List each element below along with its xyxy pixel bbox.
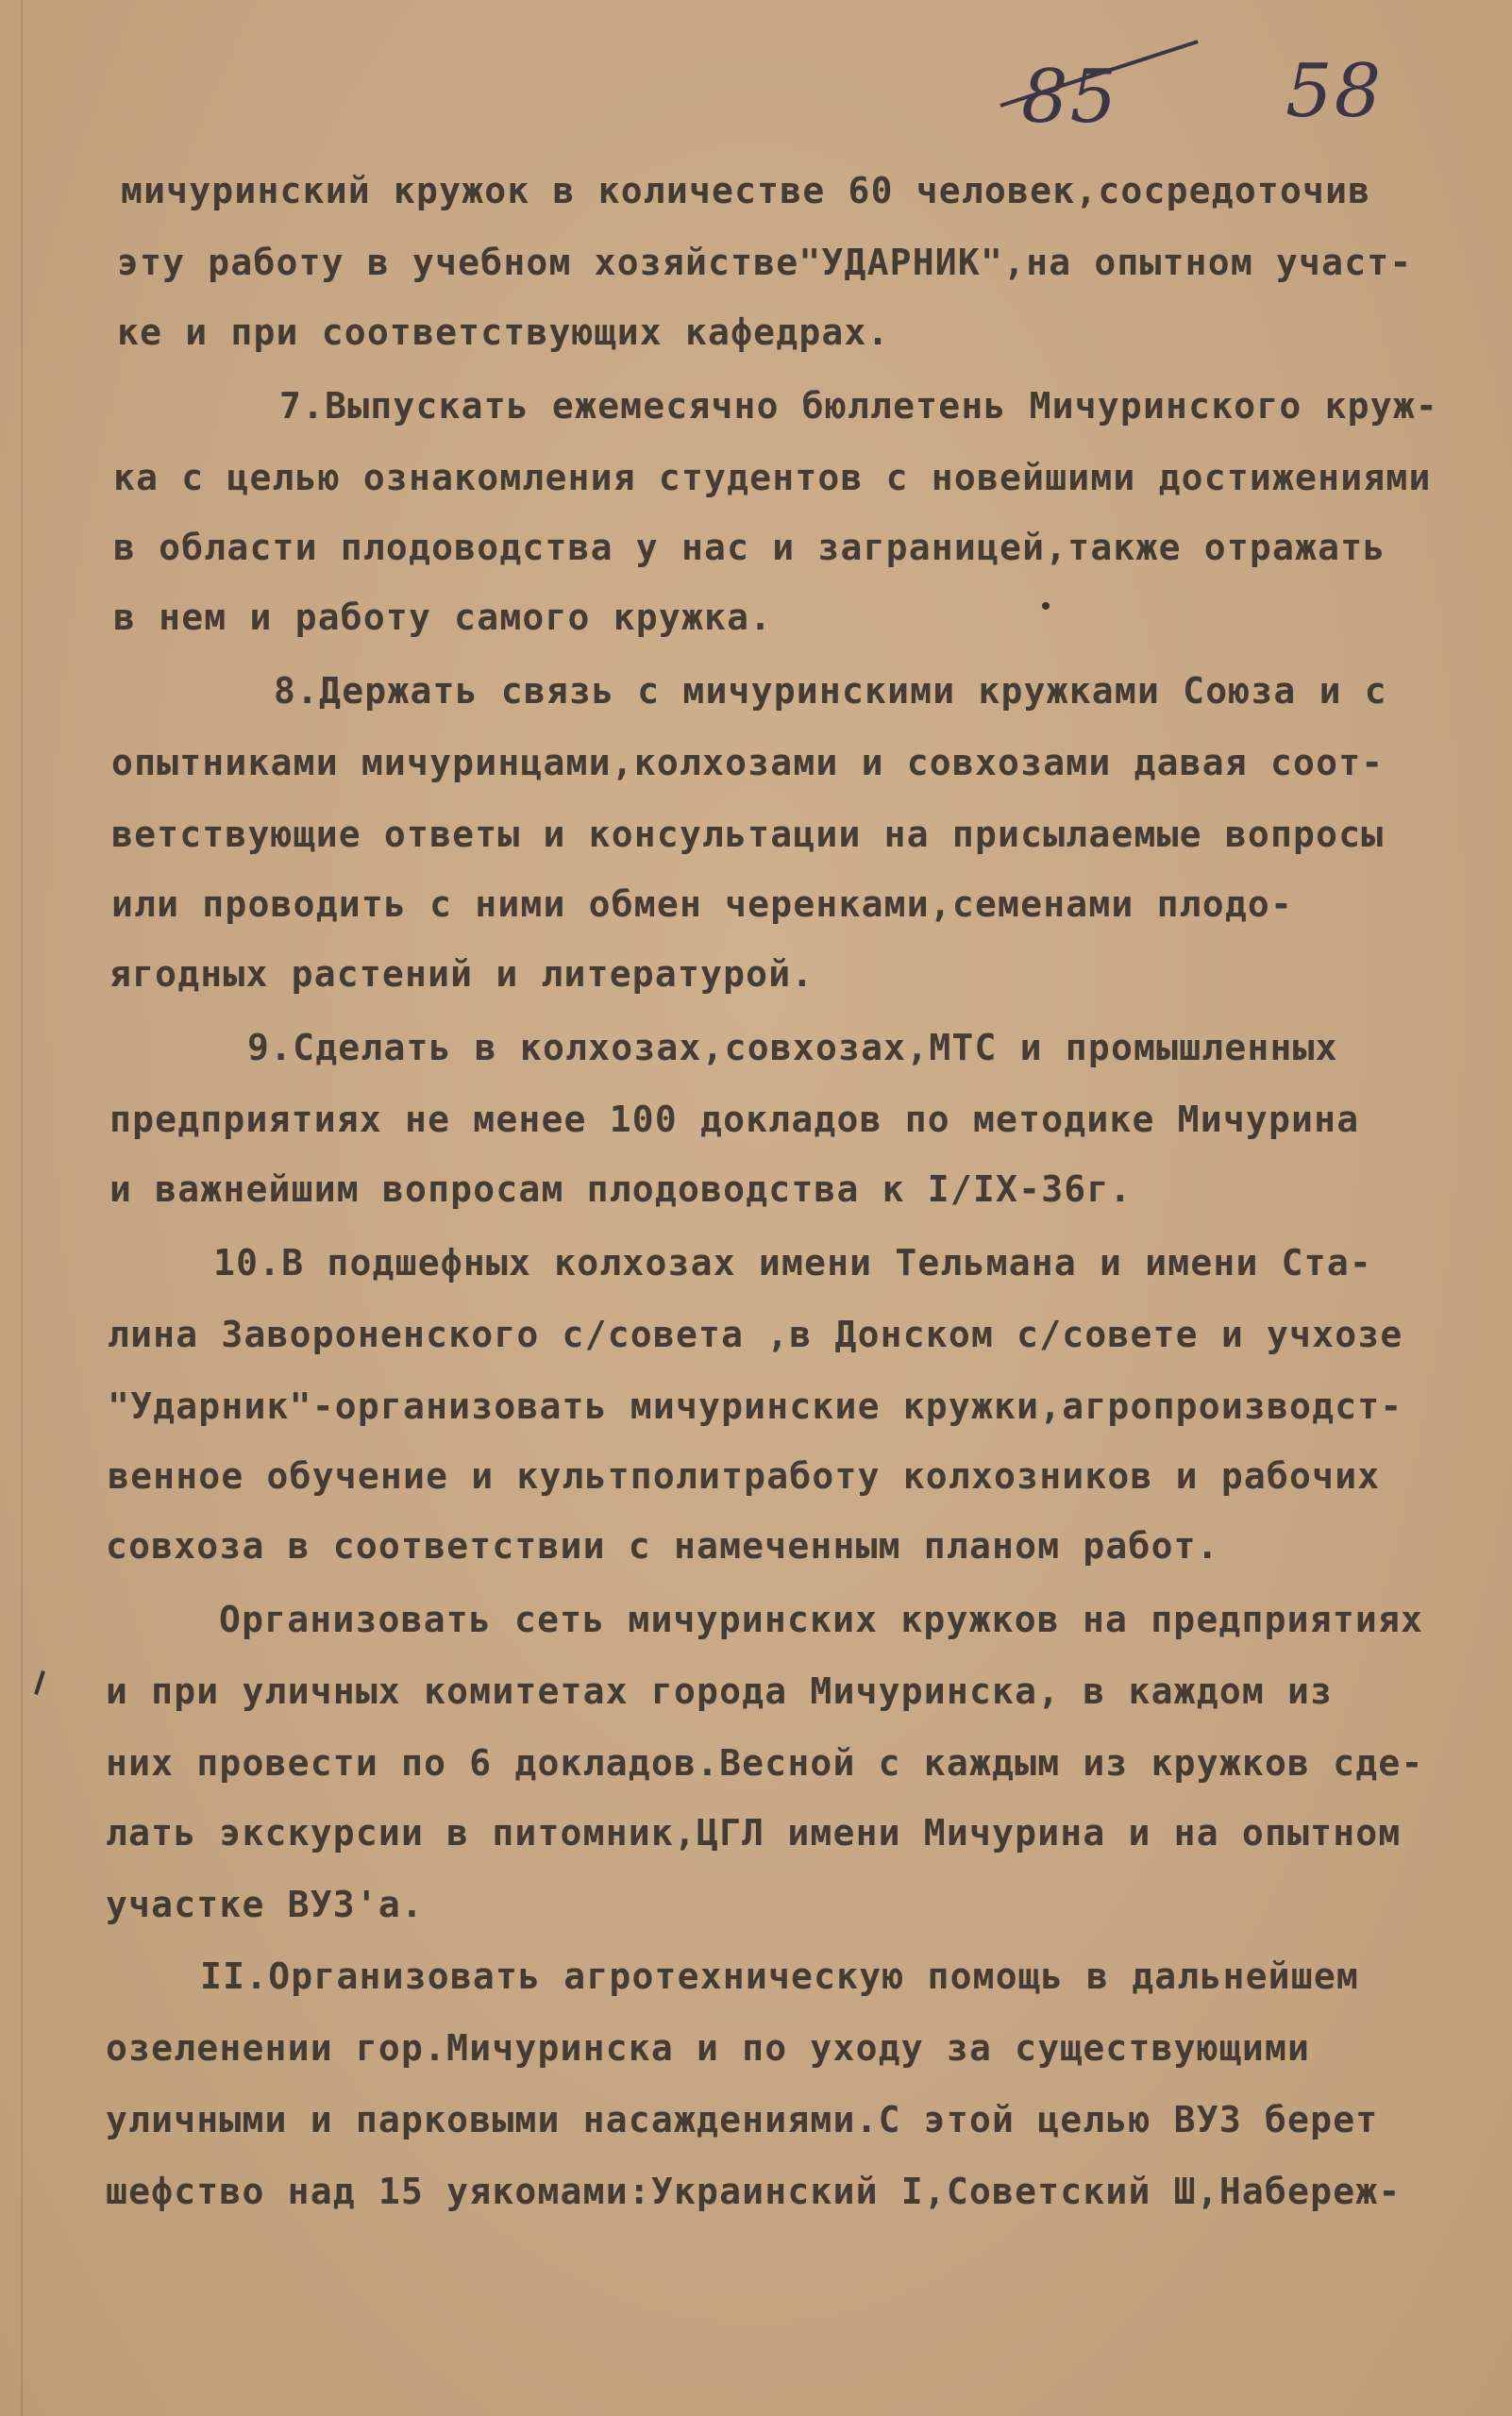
text-line: II.Организовать агротехническую помощь в дальнейшем [200, 1955, 1359, 1997]
text-line: ягодных растений и литературой. [109, 953, 815, 995]
text-line: шефство над 15 уякомами:Украинский I,Советский Ш,Набереж- [106, 2171, 1402, 2212]
text-line: эту работу в учебном хозяйстве"УДАРНИК",на опытном участ- [117, 242, 1413, 283]
text-line: совхоза в соответствии с намеченным планом работ. [106, 1525, 1219, 1567]
text-line: Организовать сеть мичуринских кружков на предприятиях [219, 1599, 1424, 1640]
text-line: предприятиях не менее 100 докладов по методике Мичурина [109, 1099, 1360, 1140]
text-line: уличными и парковыми насаждениями.С этой целью ВУЗ берет [106, 2099, 1379, 2140]
margin-mark [34, 1670, 45, 1695]
text-line: опытниками мичуринцами,колхозами и совхозами давая соот- [111, 742, 1385, 783]
paper-edge-line [21, 0, 23, 2416]
folio-number: 58 [1285, 49, 1384, 134]
text-line: в нем и работу самого кружка. [113, 596, 773, 638]
text-line: 7.Выпускать ежемесячно бюллетень Мичуринского круж- [279, 385, 1438, 427]
text-line: лина Завороненского с/совета ,в Донском с/совете и учхозе [108, 1314, 1403, 1355]
text-line: мичуринский кружок в количестве 60 человек,сосредоточив [121, 170, 1371, 211]
text-line: и важнейшим вопросам плодоводства к I/IX-36г. [109, 1168, 1133, 1210]
text-line: 10.В подшефных колхозах имени Тельмана и имени Ста- [213, 1242, 1372, 1284]
text-line: и при уличных комитетах города Мичуринска, в каждом из [106, 1670, 1334, 1712]
text-line: ветствующие ответы и консультации на присылаемые вопросы [111, 814, 1385, 855]
text-line: лать экскурсии в питомник,ЦГЛ имени Мичурина и на опытном [106, 1812, 1402, 1854]
struck-folio-number: 85 [1021, 55, 1119, 140]
text-line: 8.Держать связь с мичуринскими кружками Союза и с [274, 670, 1387, 712]
text-line: них провести по 6 докладов.Весной с каждым из кружков сде- [106, 1742, 1424, 1784]
text-line: в области плодоводства у нас и заграницей,также отражать [113, 527, 1386, 568]
text-line: участке ВУЗ'а. [106, 1884, 425, 1925]
text-line: озеленении гор.Мичуринска и по уходу за существующими [106, 2027, 1311, 2069]
text-line: или проводить с ними обмен черенками,семенами плодо- [111, 883, 1294, 925]
text-line: 9.Сделать в колхозах,совхозах,МТС и промышленных [247, 1027, 1338, 1068]
text-line: ка с целью ознакомления студентов с новейшими достижениями [113, 457, 1432, 498]
ink-dot [1042, 602, 1050, 610]
text-line: "Ударник"-организовать мичуринские кружки,агропроизводст- [108, 1385, 1403, 1427]
text-line: венное обучение и культполитработу колхозников и рабочих [108, 1455, 1381, 1497]
text-line: ке и при соответствующих кафедрах. [117, 311, 890, 353]
